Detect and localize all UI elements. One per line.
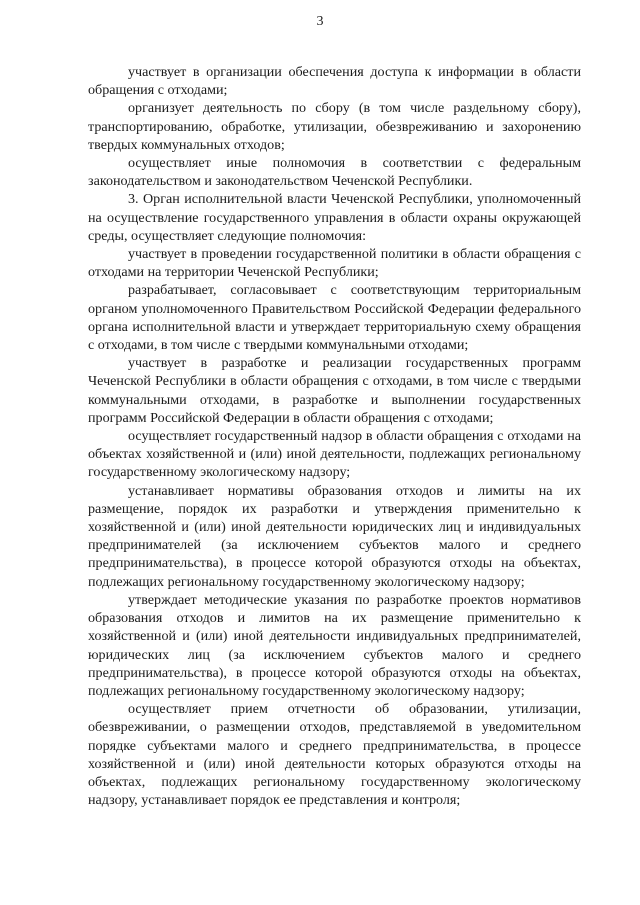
page-number: 3: [316, 14, 324, 29]
paragraph: участвует в разработке и реализации государственных программ Чеченской Республики в области обращения с отходами, в том числе с твердыми коммунальными отходами, в разработке и выполнении государственных программ Российской Федерации в области обращения с отходами;: [88, 355, 581, 426]
paragraph: осуществляет прием отчетности об образовании, утилизации, обезвреживании, о размещении отходов, представляемой в уведомительном порядке субъектами малого и среднего предпринимательства, в процессе хозяйственной и (или) иной деятельности которых образуются отходы на объектах, подлежащих региональному государственному экологическому надзору, устанавливает порядок ее представления и контроля;: [88, 701, 581, 809]
paragraph: организует деятельность по сбору (в том числе раздельному сбору), транспортированию, обработке, утилизации, обезвреживанию и захоронению твердых коммунальных отходов;: [88, 100, 581, 153]
paragraph: осуществляет государственный надзор в области обращения с отходами на объектах хозяйственной и (или) иной деятельности, подлежащих региональному государственному экологическому надзору;: [88, 428, 581, 481]
paragraph: участвует в проведении государственной политики в области обращения с отходами на территории Чеченской Республики;: [88, 246, 581, 281]
paragraph: участвует в организации обеспечения доступа к информации в области обращения с отходами;: [88, 64, 581, 99]
paragraph: 3. Орган исполнительной власти Чеченской Республики, уполномоченный на осуществление государственного управления в области охраны окружающей среды, осуществляет следующие полномочия:: [88, 191, 581, 244]
paragraph: устанавливает нормативы образования отходов и лимиты на их размещение, порядок их разработки и утверждения применительно к хозяйственной и (или) иной деятельности юридических лиц и индивидуальных предпринимателей (за исключением субъектов малого и среднего предпринимательства), в процессе которой образуются отходы на объектах, подлежащих региональному государственному экологическому надзору;: [88, 482, 581, 590]
paragraph: утверждает методические указания по разработке проектов нормативов образования отходов и лимитов на их размещение применительно к хозяйственной и (или) иной деятельности индивидуальных предпринимателей, юридических лиц (за исключением субъектов малого и среднего предпринимательства), в процессе которой образуются отходы на объектах, подлежащих региональному государственному экологическому надзору;: [88, 591, 581, 699]
paragraph: осуществляет иные полномочия в соответствии с федеральным законодательством и законодательством Чеченской Республики.: [88, 155, 581, 190]
paragraph: разрабатывает, согласовывает с соответствующим территориальным органом уполномоченного Правительством Российской Федерации федерального органа исполнительной власти и утверждает территориальную схему обращения с отходами, в том числе с твердыми коммунальными отходами;: [88, 282, 581, 354]
document-body: [88, 63, 581, 809]
